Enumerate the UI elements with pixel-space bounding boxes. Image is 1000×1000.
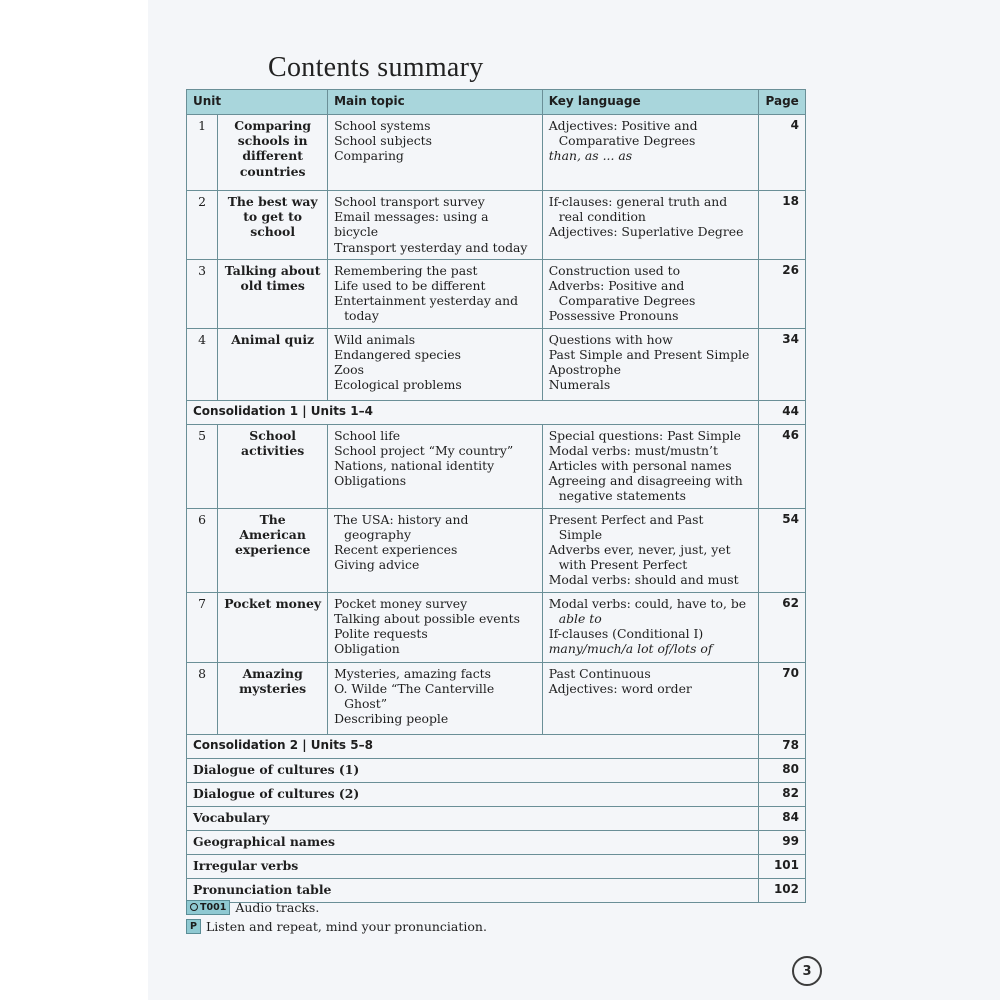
page-link[interactable]: 34 [759,328,806,400]
main-topic: Wild animals Endangered species Zoos Ecological problems [328,328,543,400]
legend-audio-text: Audio tracks. [235,899,320,915]
pronunciation-badge: P [186,919,201,934]
section-label: Pronunciation table [187,878,759,902]
header-page: Page [759,90,806,115]
unit-name: The American experience [218,508,328,592]
page-title: Contents summary [268,52,484,83]
table-row [187,782,806,806]
page-link[interactable]: 99 [759,830,806,854]
page-link[interactable]: 78 [759,734,806,758]
unit-number: 6 [187,508,218,592]
header-unit: Unit [187,90,328,115]
key-language: Adjectives: Positive and Comparative Degrees than, as ... as [542,115,759,191]
main-topic: The USA: history and geography Recent experiences Giving advice [328,508,543,592]
page-link[interactable]: 46 [759,424,806,508]
page-link[interactable]: 18 [759,191,806,260]
main-topic: Mysteries, amazing facts O. Wilde “The Canterville Ghost” Describing people [328,662,543,734]
table-row [187,191,806,260]
unit-number: 1 [187,115,218,191]
table-row [187,424,806,508]
table-row [187,115,806,191]
table-row [187,592,806,662]
table-row [187,806,806,830]
page-link[interactable]: 4 [759,115,806,191]
page-link[interactable]: 102 [759,878,806,902]
consolidation-2-label: Consolidation 2 | Units 5–8 [187,734,759,758]
unit-name: Talking about old times [218,259,328,328]
page-link[interactable]: 44 [759,400,806,424]
main-topic: School systems School subjects Comparing [328,115,543,191]
unit-number: 7 [187,592,218,662]
key-language: If-clauses: general truth and real condition Adjectives: Superlative Degree [542,191,759,260]
unit-number: 4 [187,328,218,400]
page-link[interactable]: 101 [759,854,806,878]
unit-name: Animal quiz [218,328,328,400]
page-link[interactable]: 62 [759,592,806,662]
unit-name: Amazing mysteries [218,662,328,734]
table-row [187,508,806,592]
unit-number: 3 [187,259,218,328]
main-topic: Remembering the past Life used to be different Entertainment yesterday and today [328,259,543,328]
legend-pronunciation-text: Listen and repeat, mind your pronunciation. [205,918,487,934]
legend [186,898,487,936]
section-label: Irregular verbs [187,854,759,878]
unit-name: The best way to get to school [218,191,328,260]
key-language: Past Continuous Adjectives: word order [542,662,759,734]
key-language: Present Perfect and Past Simple Adverbs ever, never, just, yet with Present Perfect Modal verbs: should and must [542,508,759,592]
key-language: Special questions: Past Simple Modal verbs: must/mustn’t Articles with personal names Agreeing and disagreeing with negative statements [542,424,759,508]
page-link[interactable]: 70 [759,662,806,734]
legend-audio [186,898,487,916]
disc-icon [190,903,198,911]
unit-number: 2 [187,191,218,260]
header-main-topic: Main topic [328,90,543,115]
table-header-row [187,90,806,115]
section-label: Geographical names [187,830,759,854]
unit-name: Pocket money [218,592,328,662]
key-language: Construction used to Adverbs: Positive and Comparative Degrees Possessive Pronouns [542,259,759,328]
section-label: Dialogue of cultures (2) [187,782,759,806]
table-row [187,259,806,328]
page-link[interactable]: 84 [759,806,806,830]
table-row [187,830,806,854]
section-label: Dialogue of cultures (1) [187,758,759,782]
page-link[interactable]: 54 [759,508,806,592]
page-link[interactable]: 82 [759,782,806,806]
contents-table [186,89,806,903]
table-row [187,328,806,400]
page-link[interactable]: 26 [759,259,806,328]
section-label: Vocabulary [187,806,759,830]
table-row [187,758,806,782]
page-link[interactable]: 80 [759,758,806,782]
unit-number: 8 [187,662,218,734]
legend-pronunciation [186,917,487,935]
main-topic: School life School project “My country” Nations, national identity Obligations [328,424,543,508]
key-language: Modal verbs: could, have to, be able to If-clauses (Conditional I) many/much/a lot of/lots of [542,592,759,662]
unit-name: School activities [218,424,328,508]
table-row [187,854,806,878]
key-language: Questions with how Past Simple and Present Simple Apostrophe Numerals [542,328,759,400]
main-topic: Pocket money survey Talking about possible events Polite requests Obligation [328,592,543,662]
unit-number: 5 [187,424,218,508]
audio-track-badge: T001 [186,900,230,915]
consolidation-1-label: Consolidation 1 | Units 1–4 [187,400,759,424]
consolidation-row [187,734,806,758]
unit-name: Comparing schools in different countries [218,115,328,191]
table-row [187,662,806,734]
page-number: 3 [792,956,822,986]
header-key-language: Key language [542,90,759,115]
consolidation-row [187,400,806,424]
main-topic: School transport survey Email messages: using a bicycle Transport yesterday and today [328,191,543,260]
